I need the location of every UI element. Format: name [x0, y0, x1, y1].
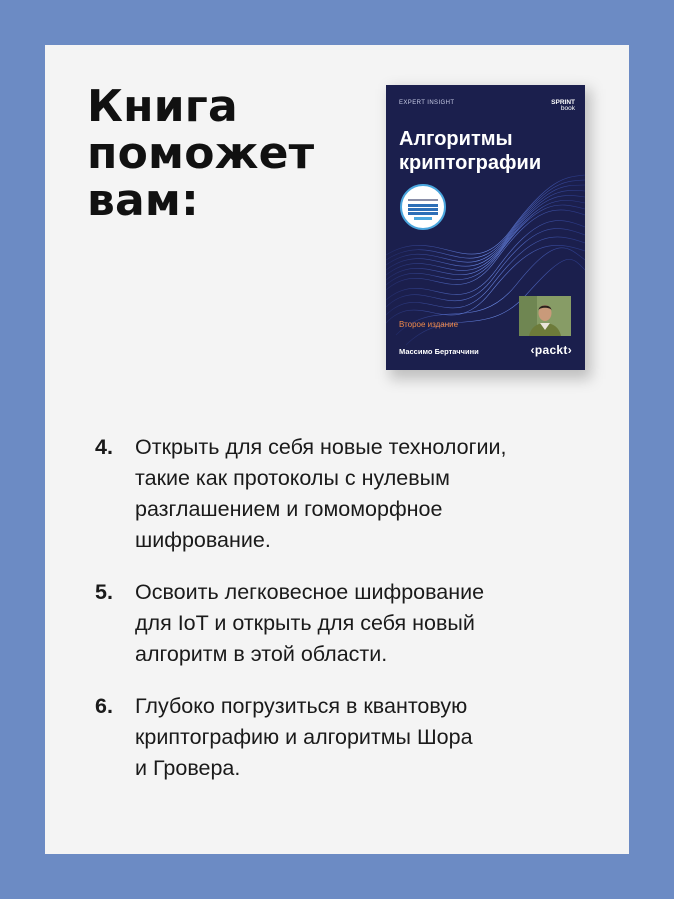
list-item-line: Открыть для себя новые технологии, [135, 435, 507, 459]
list-item-line: разглашением и гомоморфное [135, 497, 443, 521]
benefits-list [95, 432, 615, 805]
book-series-label: EXPERT INSIGHT [399, 100, 455, 106]
headline-line: Книга [87, 81, 238, 132]
list-item-line: алгоритм в этой области. [135, 642, 388, 666]
author-photo [519, 296, 571, 336]
list-item-number: 6. [95, 694, 113, 718]
book-author: Массимо Бертаччини [399, 347, 479, 356]
list-item [95, 432, 615, 556]
list-item-line: Глубоко погрузиться в квантовую [135, 694, 468, 718]
list-item-line: шифрование. [135, 528, 271, 552]
headline-line: поможет [87, 128, 315, 179]
list-item-line: для IoT и открыть для себя новый [135, 611, 475, 635]
headline-line: вам: [87, 175, 199, 226]
packt-logo: ‹packt› [530, 343, 572, 357]
publisher-logo-line: SPRINT [551, 99, 575, 106]
list-item-line: Освоить легковесное шифрование [135, 580, 485, 604]
publisher-logo-line: book [560, 105, 575, 112]
list-item-text [135, 432, 615, 556]
book-edition: Второе издание [399, 320, 459, 329]
book-title [399, 127, 579, 175]
list-item-line: криптографию и алгоритмы Шора [135, 725, 473, 749]
book-cover [386, 85, 585, 370]
list-item-line: такие как протоколы с нулевым [135, 466, 450, 490]
headline [87, 83, 314, 224]
book-title-line: Алгоритмы [399, 128, 513, 150]
list-item-text [135, 691, 615, 784]
list-item-text [135, 577, 615, 670]
content-card [45, 45, 629, 854]
list-item-line: и Гровера. [135, 756, 241, 780]
list-item-number: 5. [95, 580, 113, 604]
list-item-number: 4. [95, 435, 113, 459]
award-badge-icon [400, 184, 446, 230]
book-title-line: криптографии [399, 152, 542, 174]
list-item [95, 691, 615, 784]
publisher-logo [545, 100, 575, 112]
list-item [95, 577, 615, 670]
